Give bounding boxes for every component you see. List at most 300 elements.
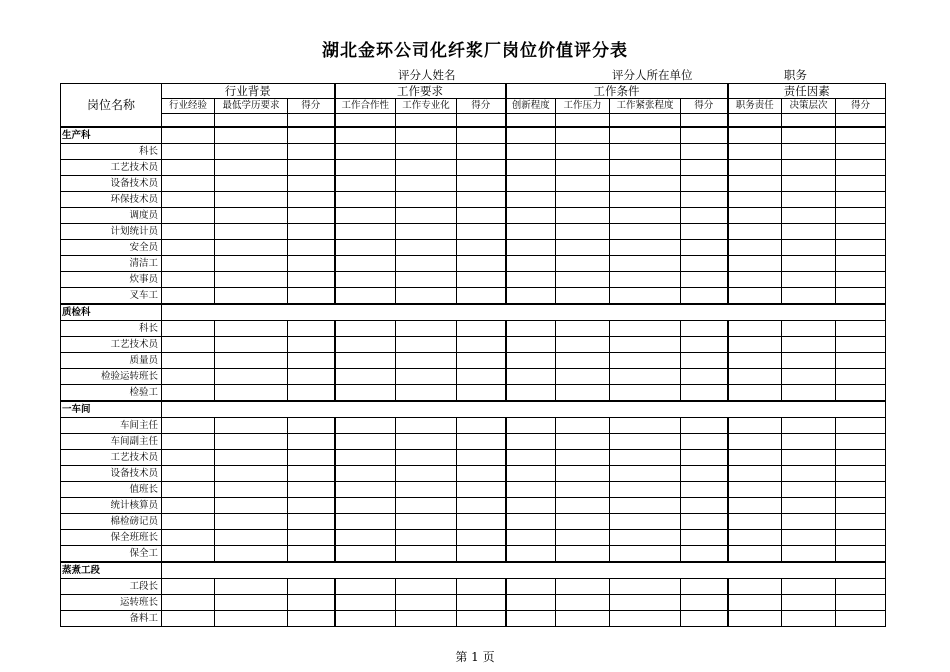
score-cell[interactable] — [396, 530, 457, 546]
score-cell[interactable] — [335, 192, 396, 208]
score-cell[interactable] — [288, 337, 335, 353]
score-cell[interactable] — [457, 224, 506, 240]
score-cell[interactable] — [836, 176, 886, 192]
score-cell[interactable] — [335, 466, 396, 482]
score-cell[interactable] — [506, 256, 556, 272]
score-cell[interactable] — [836, 514, 886, 530]
score-cell[interactable] — [215, 176, 288, 192]
score-cell[interactable] — [396, 611, 457, 627]
score-cell[interactable] — [215, 595, 288, 611]
score-cell[interactable] — [162, 369, 215, 385]
score-cell[interactable] — [162, 337, 215, 353]
score-cell[interactable] — [288, 256, 335, 272]
score-cell[interactable] — [335, 434, 396, 450]
score-cell[interactable] — [610, 369, 681, 385]
score-cell[interactable] — [288, 418, 335, 434]
score-cell[interactable] — [728, 498, 782, 514]
score-cell[interactable] — [610, 144, 681, 160]
score-cell[interactable] — [162, 256, 215, 272]
score-cell[interactable] — [215, 321, 288, 337]
score-cell[interactable] — [288, 611, 335, 627]
score-cell[interactable] — [162, 127, 215, 144]
score-cell[interactable] — [396, 498, 457, 514]
score-cell[interactable] — [782, 272, 836, 288]
score-cell[interactable] — [215, 240, 288, 256]
score-cell[interactable] — [506, 466, 556, 482]
score-cell[interactable] — [728, 288, 782, 305]
score-cell[interactable] — [836, 272, 886, 288]
score-cell[interactable] — [782, 353, 836, 369]
score-cell[interactable] — [396, 595, 457, 611]
score-cell[interactable] — [506, 353, 556, 369]
score-cell[interactable] — [506, 498, 556, 514]
score-cell[interactable] — [556, 530, 610, 546]
score-cell[interactable] — [335, 144, 396, 160]
score-cell[interactable] — [506, 546, 556, 563]
score-cell[interactable] — [215, 160, 288, 176]
score-cell[interactable] — [396, 337, 457, 353]
score-cell[interactable] — [335, 176, 396, 192]
score-cell[interactable] — [728, 595, 782, 611]
score-cell[interactable] — [681, 466, 728, 482]
score-cell[interactable] — [162, 514, 215, 530]
score-cell[interactable] — [782, 450, 836, 466]
score-cell[interactable] — [215, 514, 288, 530]
score-cell[interactable] — [506, 434, 556, 450]
score-cell[interactable] — [457, 385, 506, 402]
score-cell[interactable] — [396, 579, 457, 595]
score-cell[interactable] — [288, 224, 335, 240]
score-cell[interactable] — [288, 272, 335, 288]
score-cell[interactable] — [556, 208, 610, 224]
score-cell[interactable] — [610, 256, 681, 272]
score-cell[interactable] — [457, 321, 506, 337]
score-cell[interactable] — [457, 353, 506, 369]
score-cell[interactable] — [215, 498, 288, 514]
score-cell[interactable] — [396, 546, 457, 563]
score-cell[interactable] — [288, 144, 335, 160]
score-cell[interactable] — [335, 321, 396, 337]
score-cell[interactable] — [782, 208, 836, 224]
score-cell[interactable] — [506, 514, 556, 530]
score-cell[interactable] — [457, 546, 506, 563]
score-cell[interactable] — [288, 176, 335, 192]
score-cell[interactable] — [728, 176, 782, 192]
score-cell[interactable] — [728, 256, 782, 272]
score-cell[interactable] — [556, 192, 610, 208]
score-cell[interactable] — [335, 337, 396, 353]
score-cell[interactable] — [162, 546, 215, 563]
score-cell[interactable] — [162, 450, 215, 466]
score-cell[interactable] — [728, 272, 782, 288]
score-cell[interactable] — [288, 160, 335, 176]
score-cell[interactable] — [215, 434, 288, 450]
score-cell[interactable] — [335, 353, 396, 369]
score-cell[interactable] — [782, 176, 836, 192]
score-cell[interactable] — [556, 611, 610, 627]
score-cell[interactable] — [556, 176, 610, 192]
score-cell[interactable] — [162, 466, 215, 482]
score-cell[interactable] — [457, 611, 506, 627]
score-cell[interactable] — [681, 611, 728, 627]
score-cell[interactable] — [506, 144, 556, 160]
score-cell[interactable] — [215, 224, 288, 240]
score-cell[interactable] — [215, 546, 288, 563]
score-cell[interactable] — [556, 353, 610, 369]
score-cell[interactable] — [728, 579, 782, 595]
score-cell[interactable] — [610, 160, 681, 176]
score-cell[interactable] — [782, 498, 836, 514]
score-cell[interactable] — [215, 208, 288, 224]
score-cell[interactable] — [288, 208, 335, 224]
score-cell[interactable] — [162, 579, 215, 595]
score-cell[interactable] — [836, 466, 886, 482]
score-cell[interactable] — [506, 482, 556, 498]
score-cell[interactable] — [396, 256, 457, 272]
score-cell[interactable] — [335, 450, 396, 466]
score-cell[interactable] — [288, 288, 335, 305]
score-cell[interactable] — [681, 579, 728, 595]
score-cell[interactable] — [836, 482, 886, 498]
score-cell[interactable] — [288, 434, 335, 450]
score-cell[interactable] — [506, 369, 556, 385]
score-cell[interactable] — [556, 450, 610, 466]
score-cell[interactable] — [610, 546, 681, 563]
score-cell[interactable] — [728, 160, 782, 176]
score-cell[interactable] — [681, 530, 728, 546]
score-cell[interactable] — [335, 288, 396, 305]
score-cell[interactable] — [288, 192, 335, 208]
score-cell[interactable] — [728, 466, 782, 482]
score-cell[interactable] — [836, 450, 886, 466]
score-cell[interactable] — [610, 498, 681, 514]
score-cell[interactable] — [506, 530, 556, 546]
score-cell[interactable] — [396, 514, 457, 530]
score-cell[interactable] — [681, 127, 728, 144]
score-cell[interactable] — [836, 385, 886, 402]
score-cell[interactable] — [162, 611, 215, 627]
score-cell[interactable] — [610, 192, 681, 208]
score-cell[interactable] — [681, 208, 728, 224]
score-cell[interactable] — [681, 595, 728, 611]
score-cell[interactable] — [836, 208, 886, 224]
score-cell[interactable] — [396, 434, 457, 450]
score-cell[interactable] — [506, 127, 556, 144]
score-cell[interactable] — [836, 546, 886, 563]
score-cell[interactable] — [782, 337, 836, 353]
score-cell[interactable] — [681, 337, 728, 353]
score-cell[interactable] — [681, 288, 728, 305]
score-cell[interactable] — [215, 418, 288, 434]
score-cell[interactable] — [681, 272, 728, 288]
score-cell[interactable] — [288, 353, 335, 369]
score-cell[interactable] — [610, 466, 681, 482]
score-cell[interactable] — [288, 514, 335, 530]
score-cell[interactable] — [396, 272, 457, 288]
score-cell[interactable] — [782, 127, 836, 144]
score-cell[interactable] — [556, 498, 610, 514]
score-cell[interactable] — [162, 385, 215, 402]
score-cell[interactable] — [215, 353, 288, 369]
score-cell[interactable] — [556, 127, 610, 144]
score-cell[interactable] — [681, 434, 728, 450]
score-cell[interactable] — [556, 321, 610, 337]
score-cell[interactable] — [396, 144, 457, 160]
score-cell[interactable] — [728, 418, 782, 434]
score-cell[interactable] — [162, 208, 215, 224]
score-cell[interactable] — [556, 224, 610, 240]
score-cell[interactable] — [836, 595, 886, 611]
score-cell[interactable] — [610, 530, 681, 546]
score-cell[interactable] — [728, 353, 782, 369]
score-cell[interactable] — [782, 144, 836, 160]
score-cell[interactable] — [215, 450, 288, 466]
score-cell[interactable] — [162, 224, 215, 240]
score-cell[interactable] — [610, 337, 681, 353]
score-cell[interactable] — [836, 337, 886, 353]
score-cell[interactable] — [782, 418, 836, 434]
score-cell[interactable] — [681, 482, 728, 498]
score-cell[interactable] — [335, 514, 396, 530]
score-cell[interactable] — [288, 498, 335, 514]
score-cell[interactable] — [556, 240, 610, 256]
score-cell[interactable] — [288, 450, 335, 466]
score-cell[interactable] — [457, 160, 506, 176]
score-cell[interactable] — [681, 240, 728, 256]
score-cell[interactable] — [396, 224, 457, 240]
score-cell[interactable] — [396, 240, 457, 256]
score-cell[interactable] — [162, 418, 215, 434]
score-cell[interactable] — [681, 498, 728, 514]
score-cell[interactable] — [288, 595, 335, 611]
score-cell[interactable] — [506, 224, 556, 240]
score-cell[interactable] — [506, 595, 556, 611]
score-cell[interactable] — [162, 353, 215, 369]
score-cell[interactable] — [457, 498, 506, 514]
score-cell[interactable] — [836, 530, 886, 546]
score-cell[interactable] — [457, 466, 506, 482]
score-cell[interactable] — [728, 192, 782, 208]
score-cell[interactable] — [556, 482, 610, 498]
score-cell[interactable] — [610, 611, 681, 627]
score-cell[interactable] — [162, 434, 215, 450]
score-cell[interactable] — [457, 482, 506, 498]
score-cell[interactable] — [782, 466, 836, 482]
score-cell[interactable] — [782, 546, 836, 563]
score-cell[interactable] — [457, 240, 506, 256]
score-cell[interactable] — [506, 192, 556, 208]
score-cell[interactable] — [836, 579, 886, 595]
score-cell[interactable] — [162, 498, 215, 514]
score-cell[interactable] — [610, 450, 681, 466]
score-cell[interactable] — [610, 482, 681, 498]
score-cell[interactable] — [288, 466, 335, 482]
score-cell[interactable] — [506, 611, 556, 627]
score-cell[interactable] — [836, 192, 886, 208]
score-cell[interactable] — [506, 450, 556, 466]
score-cell[interactable] — [836, 144, 886, 160]
score-cell[interactable] — [556, 418, 610, 434]
score-cell[interactable] — [335, 272, 396, 288]
score-cell[interactable] — [288, 546, 335, 563]
score-cell[interactable] — [681, 192, 728, 208]
score-cell[interactable] — [162, 144, 215, 160]
score-cell[interactable] — [288, 127, 335, 144]
score-cell[interactable] — [162, 192, 215, 208]
score-cell[interactable] — [556, 385, 610, 402]
score-cell[interactable] — [162, 530, 215, 546]
score-cell[interactable] — [335, 256, 396, 272]
score-cell[interactable] — [782, 595, 836, 611]
score-cell[interactable] — [728, 482, 782, 498]
score-cell[interactable] — [288, 530, 335, 546]
score-cell[interactable] — [215, 144, 288, 160]
score-cell[interactable] — [681, 321, 728, 337]
score-cell[interactable] — [556, 256, 610, 272]
score-cell[interactable] — [782, 434, 836, 450]
score-cell[interactable] — [335, 530, 396, 546]
score-cell[interactable] — [681, 353, 728, 369]
score-cell[interactable] — [215, 256, 288, 272]
score-cell[interactable] — [162, 160, 215, 176]
score-cell[interactable] — [681, 514, 728, 530]
score-cell[interactable] — [335, 482, 396, 498]
score-cell[interactable] — [782, 288, 836, 305]
score-cell[interactable] — [728, 240, 782, 256]
score-cell[interactable] — [457, 127, 506, 144]
score-cell[interactable] — [396, 450, 457, 466]
score-cell[interactable] — [457, 530, 506, 546]
score-cell[interactable] — [396, 160, 457, 176]
score-cell[interactable] — [288, 240, 335, 256]
score-cell[interactable] — [782, 224, 836, 240]
score-cell[interactable] — [610, 385, 681, 402]
score-cell[interactable] — [506, 385, 556, 402]
score-cell[interactable] — [681, 546, 728, 563]
score-cell[interactable] — [836, 160, 886, 176]
score-cell[interactable] — [728, 546, 782, 563]
score-cell[interactable] — [610, 240, 681, 256]
score-cell[interactable] — [610, 514, 681, 530]
score-cell[interactable] — [782, 160, 836, 176]
score-cell[interactable] — [610, 418, 681, 434]
score-cell[interactable] — [556, 144, 610, 160]
score-cell[interactable] — [457, 450, 506, 466]
score-cell[interactable] — [215, 272, 288, 288]
score-cell[interactable] — [681, 224, 728, 240]
score-cell[interactable] — [556, 514, 610, 530]
score-cell[interactable] — [836, 369, 886, 385]
score-cell[interactable] — [782, 579, 836, 595]
score-cell[interactable] — [610, 127, 681, 144]
score-cell[interactable] — [215, 579, 288, 595]
score-cell[interactable] — [556, 160, 610, 176]
score-cell[interactable] — [335, 579, 396, 595]
score-cell[interactable] — [288, 369, 335, 385]
score-cell[interactable] — [728, 369, 782, 385]
score-cell[interactable] — [396, 127, 457, 144]
score-cell[interactable] — [335, 418, 396, 434]
score-cell[interactable] — [836, 288, 886, 305]
score-cell[interactable] — [457, 369, 506, 385]
score-cell[interactable] — [335, 498, 396, 514]
score-cell[interactable] — [506, 160, 556, 176]
score-cell[interactable] — [162, 595, 215, 611]
score-cell[interactable] — [728, 321, 782, 337]
score-cell[interactable] — [396, 385, 457, 402]
score-cell[interactable] — [162, 482, 215, 498]
score-cell[interactable] — [556, 288, 610, 305]
score-cell[interactable] — [162, 288, 215, 305]
score-cell[interactable] — [610, 353, 681, 369]
score-cell[interactable] — [728, 611, 782, 627]
score-cell[interactable] — [457, 579, 506, 595]
score-cell[interactable] — [610, 176, 681, 192]
score-cell[interactable] — [556, 369, 610, 385]
score-cell[interactable] — [836, 611, 886, 627]
score-cell[interactable] — [782, 369, 836, 385]
score-cell[interactable] — [288, 385, 335, 402]
score-cell[interactable] — [457, 337, 506, 353]
score-cell[interactable] — [681, 418, 728, 434]
score-cell[interactable] — [396, 176, 457, 192]
score-cell[interactable] — [162, 176, 215, 192]
score-cell[interactable] — [610, 321, 681, 337]
score-cell[interactable] — [335, 595, 396, 611]
score-cell[interactable] — [457, 434, 506, 450]
score-cell[interactable] — [836, 127, 886, 144]
score-cell[interactable] — [215, 466, 288, 482]
score-cell[interactable] — [396, 466, 457, 482]
score-cell[interactable] — [506, 288, 556, 305]
score-cell[interactable] — [506, 337, 556, 353]
score-cell[interactable] — [215, 369, 288, 385]
score-cell[interactable] — [215, 385, 288, 402]
score-cell[interactable] — [288, 579, 335, 595]
score-cell[interactable] — [162, 321, 215, 337]
score-cell[interactable] — [506, 240, 556, 256]
score-cell[interactable] — [396, 353, 457, 369]
score-cell[interactable] — [335, 369, 396, 385]
score-cell[interactable] — [782, 192, 836, 208]
score-cell[interactable] — [457, 176, 506, 192]
score-cell[interactable] — [681, 160, 728, 176]
score-cell[interactable] — [162, 240, 215, 256]
score-cell[interactable] — [457, 514, 506, 530]
score-cell[interactable] — [610, 224, 681, 240]
score-cell[interactable] — [396, 418, 457, 434]
score-cell[interactable] — [335, 385, 396, 402]
score-cell[interactable] — [396, 321, 457, 337]
score-cell[interactable] — [335, 546, 396, 563]
score-cell[interactable] — [681, 256, 728, 272]
score-cell[interactable] — [728, 514, 782, 530]
score-cell[interactable] — [556, 434, 610, 450]
score-cell[interactable] — [728, 530, 782, 546]
score-cell[interactable] — [728, 208, 782, 224]
score-cell[interactable] — [836, 434, 886, 450]
score-cell[interactable] — [728, 337, 782, 353]
score-cell[interactable] — [728, 450, 782, 466]
score-cell[interactable] — [457, 256, 506, 272]
score-cell[interactable] — [728, 385, 782, 402]
score-cell[interactable] — [457, 272, 506, 288]
score-cell[interactable] — [782, 482, 836, 498]
score-cell[interactable] — [610, 208, 681, 224]
score-cell[interactable] — [335, 127, 396, 144]
score-cell[interactable] — [335, 224, 396, 240]
score-cell[interactable] — [162, 272, 215, 288]
